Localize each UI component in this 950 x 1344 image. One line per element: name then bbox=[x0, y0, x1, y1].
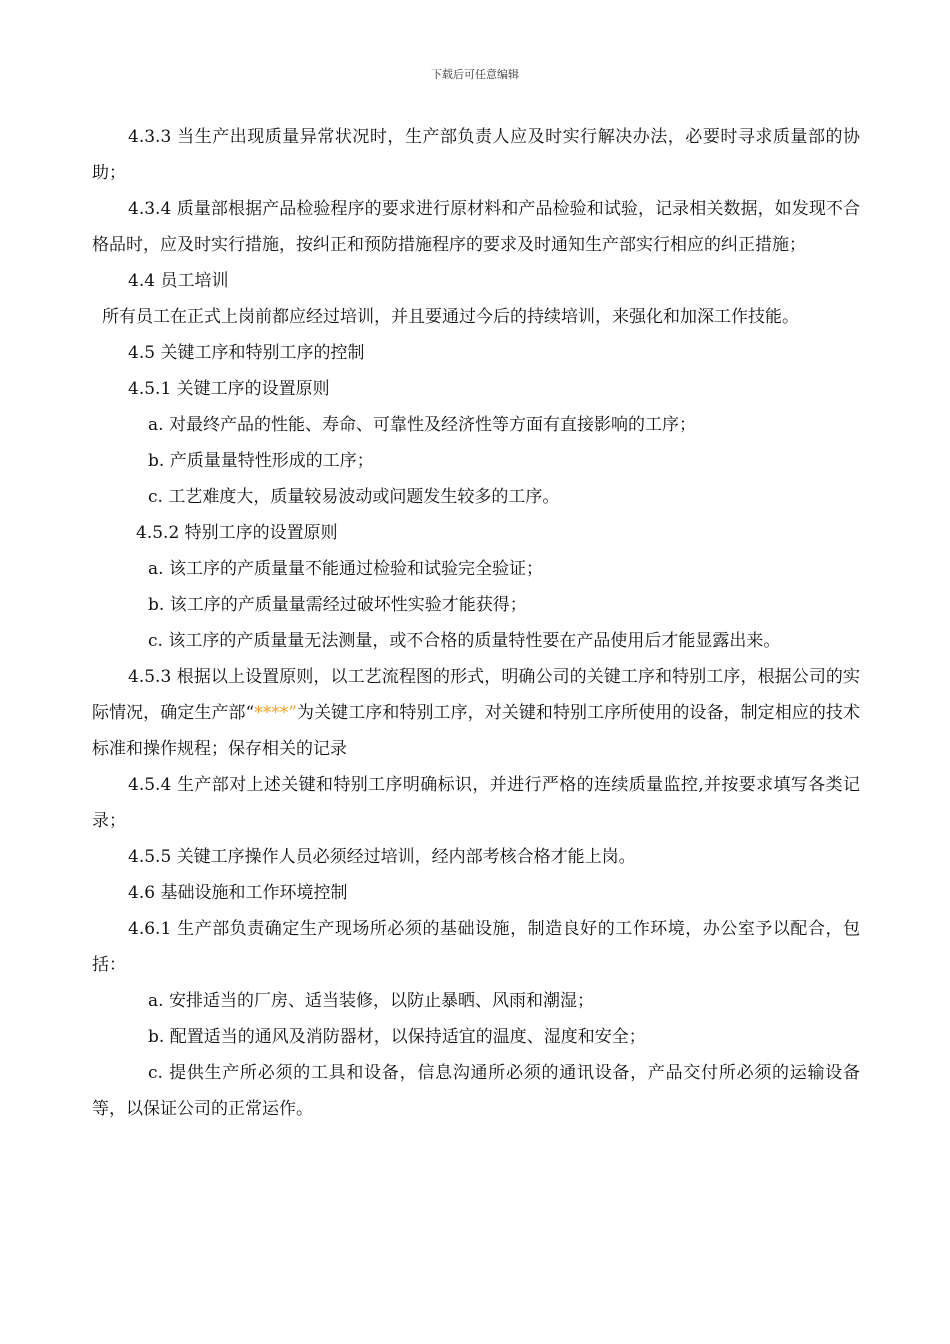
heading-4-4: 4.4 员工培训 bbox=[128, 271, 229, 291]
item-4-6-1-b: b. 配置适当的通风及消防器材，以保持适宜的温度、湿度和安全； bbox=[148, 1027, 646, 1047]
para-4-5-3 bbox=[92, 659, 860, 767]
item-4-5-2-b: b. 该工序的产质量量需经过破坏性实验才能获得； bbox=[148, 595, 527, 615]
heading-4-6: 4.6 基础设施和工作环境控制 bbox=[128, 883, 348, 903]
item-4-5-1-b: b. 产质量量特性形成的工序； bbox=[148, 451, 374, 471]
para-4-5-3-text-a: 4.5.3 根据以上设置原则，以工艺流程图的形式，明确公司的关键工序和特别工序，根据公司的实际情况，确定生产部“ bbox=[92, 667, 860, 723]
item-4-5-1-c: c. 工艺难度大，质量较易波动或问题发生较多的工序。 bbox=[148, 487, 560, 507]
para-4-5-5: 4.5.5 关键工序操作人员必须经过培训，经内部考核合格才能上岗。 bbox=[128, 847, 636, 867]
heading-4-5: 4.5 关键工序和特别工序的控制 bbox=[128, 343, 365, 363]
heading-4-5-2: 4.5.2 特别工序的设置原则 bbox=[136, 523, 338, 543]
item-4-5-2-a: a. 该工序的产质量量不能通过检验和试验完全验证； bbox=[148, 559, 543, 579]
para-4-3-4: 4.3.4 质量部根据产品检验程序的要求进行原材料和产品检验和试验，记录相关数据，如发现不合格品时，应及时实行措施，按纠正和预防措施程序的要求及时通知生产部实行相应的纠正措施； bbox=[92, 199, 860, 255]
heading-4-5-1: 4.5.1 关键工序的设置原则 bbox=[128, 379, 330, 399]
item-4-5-1-a: a. 对最终产品的性能、寿命、可靠性及经济性等方面有直接影响的工序； bbox=[148, 415, 696, 435]
para-4-4: 所有员工在正式上岗前都应经过培训，并且要通过今后的持续培训，来强化和加深工作技能。 bbox=[102, 307, 799, 327]
highlighted-placeholder: ****” bbox=[254, 703, 297, 723]
document-body bbox=[92, 119, 860, 1127]
para-4-5-4: 4.5.4 生产部对上述关键和特别工序明确标识，并进行严格的连续质量监控,并按要求填写各类记录； bbox=[92, 775, 860, 831]
para-4-5-3-text-b: 为关键工序和特别工序，对关键和特别工序所使用的设备，制定相应的技术标准和操作规程；保存相关的记录 bbox=[92, 703, 860, 759]
para-4-3-3: 4.3.3 当生产出现质量异常状况时，生产部负责人应及时实行解决办法，必要时寻求质量部的协助； bbox=[92, 127, 860, 183]
item-4-6-1-c: c. 提供生产所必须的工具和设备，信息沟通所必须的通讯设备，产品交付所必须的运输设备等，以保证公司的正常运作。 bbox=[92, 1063, 860, 1119]
para-4-6-1: 4.6.1 生产部负责确定生产现场所必须的基础设施，制造良好的工作环境，办公室予以配合，包括： bbox=[92, 919, 860, 975]
item-4-6-1-a: a. 安排适当的厂房、适当装修，以防止暴晒、风雨和潮湿； bbox=[148, 991, 594, 1011]
item-4-5-2-c: c. 该工序的产质量量无法测量，或不合格的质量特性要在产品使用后才能显露出来。 bbox=[148, 631, 781, 651]
page-header: 下载后可任意编辑 bbox=[431, 68, 519, 81]
